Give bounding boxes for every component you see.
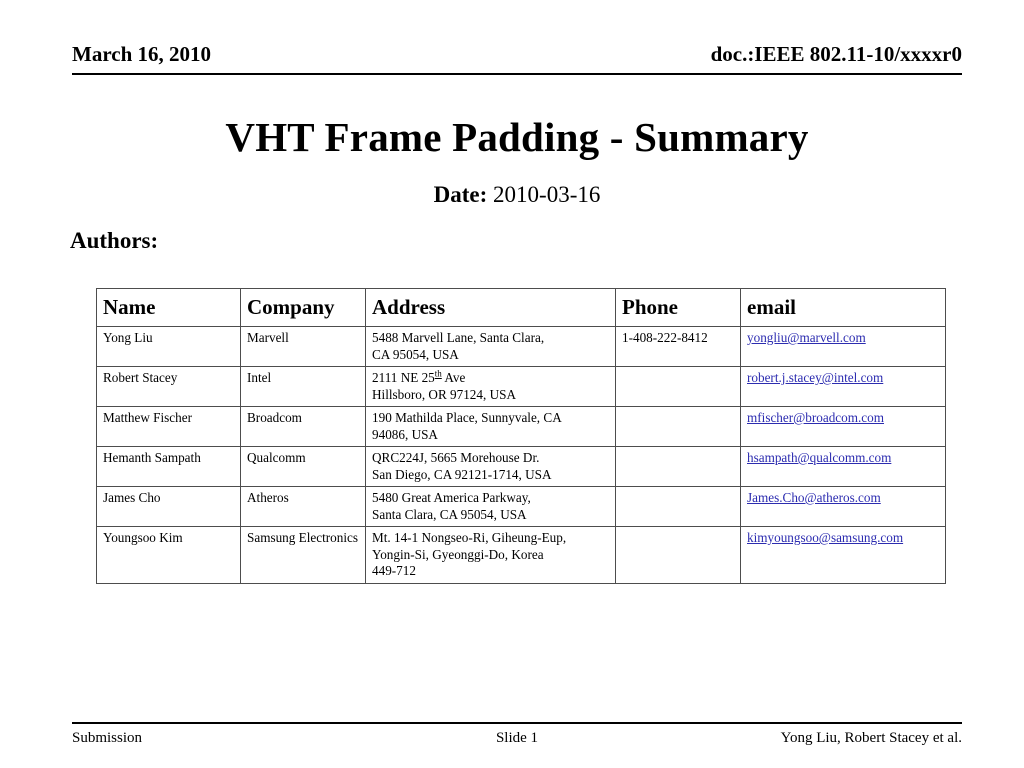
page-title: VHT Frame Padding - Summary xyxy=(225,114,809,160)
cell-company: Broadcom xyxy=(241,407,366,447)
cell-company: Marvell xyxy=(241,327,366,367)
address-line-1: 5488 Marvell Lane, Santa Clara, xyxy=(372,330,545,345)
cell-company: Qualcomm xyxy=(241,447,366,487)
footer-slide-number: Slide 1 xyxy=(495,730,539,746)
cell-address xyxy=(366,527,616,584)
cell-company: Intel xyxy=(241,367,366,407)
email-link[interactable]: kimyoungsoo@samsung.com xyxy=(747,530,904,545)
address-street-number: 2111 NE 25 xyxy=(372,370,435,385)
address-line-1: QRC224J, 5665 Morehouse Dr. xyxy=(372,450,540,465)
column-header-phone: Phone xyxy=(616,289,741,327)
table-row xyxy=(97,487,946,527)
table-header-row xyxy=(97,289,946,327)
cell-phone xyxy=(616,407,741,447)
cell-name: James Cho xyxy=(97,487,241,527)
address-line-2: Santa Clara, CA 95054, USA xyxy=(372,506,527,522)
cell-phone: 1-408-222-8412 xyxy=(616,327,741,367)
footer-submission: Submission xyxy=(72,730,143,746)
cell-phone xyxy=(616,527,741,584)
cell-phone xyxy=(616,447,741,487)
email-link[interactable]: James.Cho@atheros.com xyxy=(747,490,881,505)
cell-name: Yong Liu xyxy=(97,327,241,367)
column-header-email: email xyxy=(741,289,946,327)
address-line-1: 5480 Great America Parkway, xyxy=(372,490,531,505)
address-line-2: 94086, USA xyxy=(372,426,438,442)
table-row xyxy=(97,527,946,584)
address-line-3: 449-712 xyxy=(372,563,416,578)
address-line-2: CA 95054, USA xyxy=(372,346,459,362)
address-line-1: Mt. 14-1 Nongseo-Ri, Giheung-Eup, xyxy=(372,530,567,545)
cell-email xyxy=(741,407,946,447)
column-header-company: Company xyxy=(241,289,366,327)
document-header xyxy=(72,41,962,75)
cell-email xyxy=(741,367,946,407)
cell-address xyxy=(366,367,616,407)
cell-email xyxy=(741,487,946,527)
document-footer xyxy=(72,722,962,748)
cell-address xyxy=(366,447,616,487)
table-row xyxy=(97,327,946,367)
email-link[interactable]: mfischer@broadcom.com xyxy=(747,410,885,425)
column-header-name: Name xyxy=(97,289,241,327)
cell-name: Hemanth Sampath xyxy=(97,447,241,487)
column-header-address: Address xyxy=(366,289,616,327)
authors-table xyxy=(96,288,946,584)
header-doc-id: doc.:IEEE 802.11-10/xxxxr0 xyxy=(710,42,962,66)
header-date: March 16, 2010 xyxy=(72,42,212,66)
date-value: 2010-03-16 xyxy=(493,182,601,207)
address-line-2: Yongin-Si, Gyeonggi-Do, Korea xyxy=(372,546,544,562)
address-line-1: 190 Mathilda Place, Sunnyvale, CA xyxy=(372,410,562,425)
cell-address xyxy=(366,327,616,367)
cell-company: Samsung Electronics xyxy=(241,527,366,584)
cell-name: Matthew Fischer xyxy=(97,407,241,447)
table-row xyxy=(97,447,946,487)
cell-phone xyxy=(616,367,741,407)
cell-email xyxy=(741,327,946,367)
cell-address xyxy=(366,487,616,527)
address-street-suffix: Ave xyxy=(441,370,466,385)
authors-heading: Authors: xyxy=(70,228,159,253)
cell-phone xyxy=(616,487,741,527)
address-line-2: Hillsboro, OR 97124, USA xyxy=(372,386,516,402)
footer-authors: Yong Liu, Robert Stacey et al. xyxy=(780,730,962,746)
cell-name: Youngsoo Kim xyxy=(97,527,241,584)
email-link[interactable]: yongliu@marvell.com xyxy=(747,330,866,345)
address-line-1 xyxy=(372,370,610,387)
table-row xyxy=(97,407,946,447)
table-row xyxy=(97,367,946,407)
cell-company: Atheros xyxy=(241,487,366,527)
date-label: Date: xyxy=(433,182,488,207)
email-link[interactable]: robert.j.stacey@intel.com xyxy=(747,370,884,385)
cell-address xyxy=(366,407,616,447)
cell-email xyxy=(741,527,946,584)
authors-table-container xyxy=(96,288,945,584)
cell-name: Robert Stacey xyxy=(97,367,241,407)
address-line-2: San Diego, CA 92121-1714, USA xyxy=(372,466,552,482)
cell-email xyxy=(741,447,946,487)
date-line xyxy=(72,180,962,210)
email-link[interactable]: hsampath@qualcomm.com xyxy=(747,450,892,465)
ordinal-suffix: th xyxy=(434,368,442,379)
